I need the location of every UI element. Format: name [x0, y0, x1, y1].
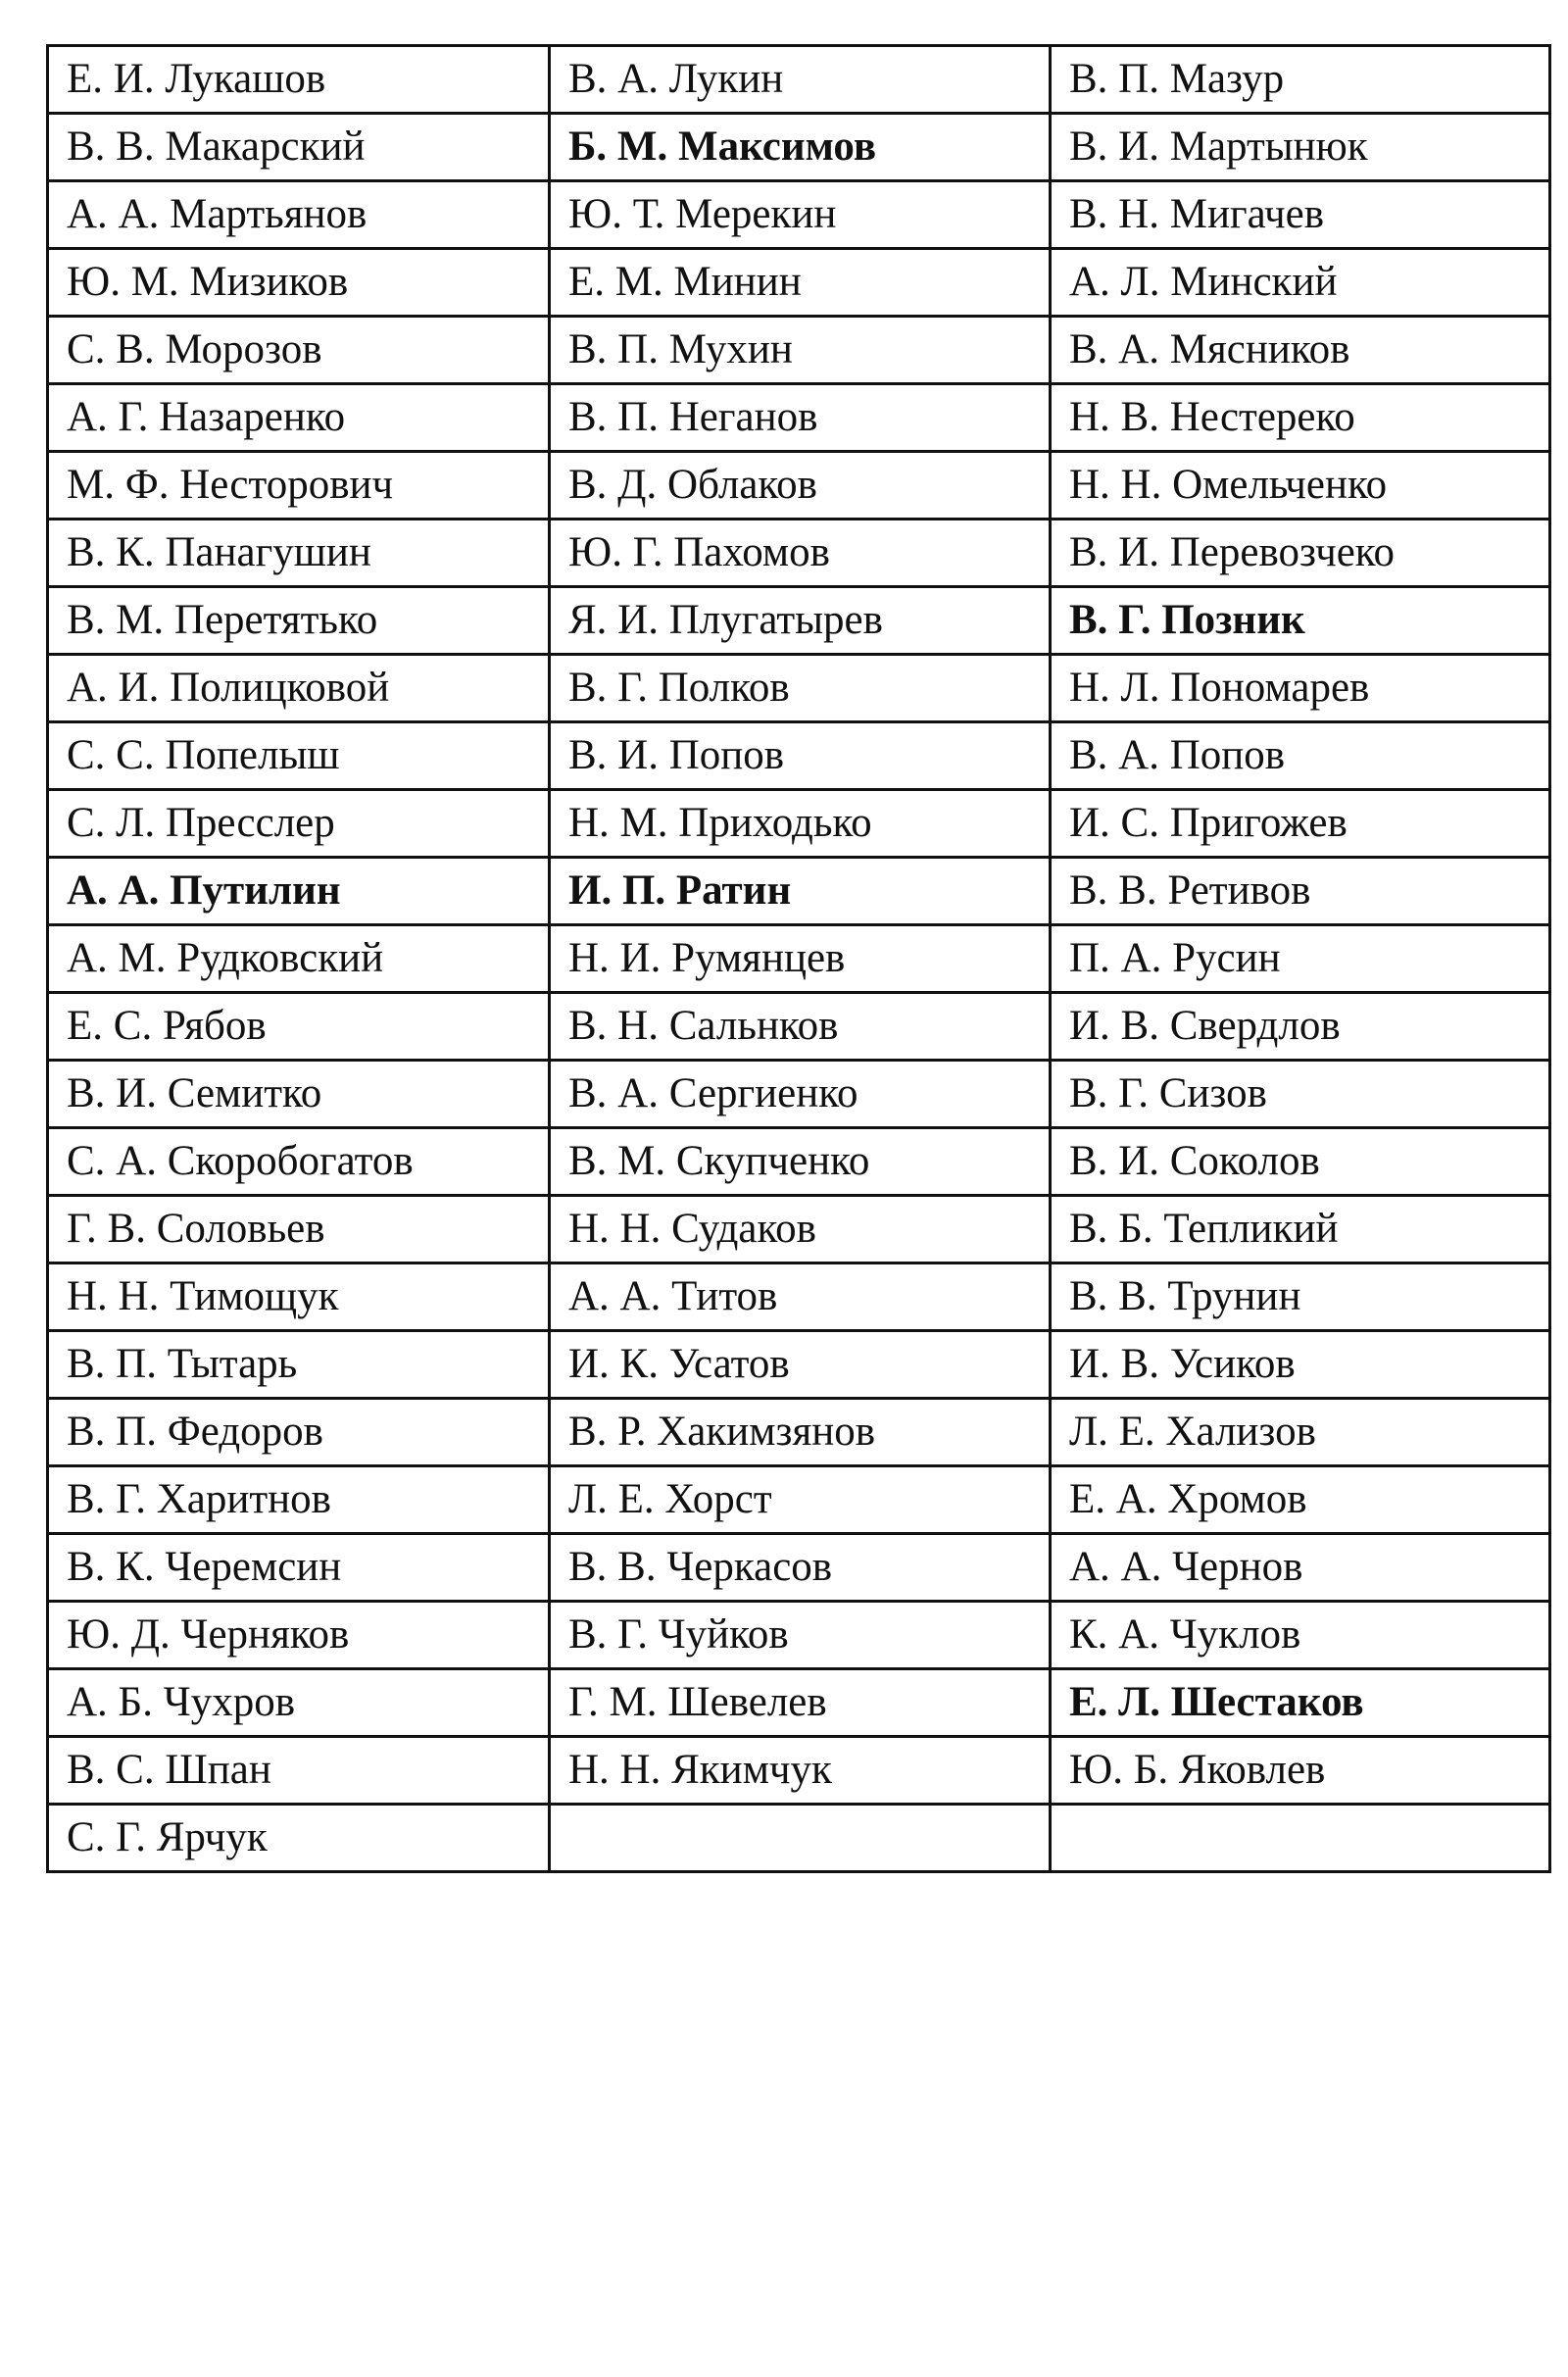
name-cell: В. А. Попов	[1051, 722, 1550, 790]
name-cell: А. А. Путилин	[48, 858, 550, 925]
table-row	[48, 1331, 1550, 1399]
name-cell: В. Н. Мигачев	[1051, 181, 1550, 249]
name-cell: В. А. Лукин	[550, 46, 1051, 114]
name-cell: Е. С. Рябов	[48, 993, 550, 1061]
name-cell	[550, 1805, 1051, 1872]
name-cell: Г. М. Шевелев	[550, 1669, 1051, 1737]
name-cell: В. В. Трунин	[1051, 1263, 1550, 1331]
table-row	[48, 925, 1550, 993]
name-cell: С. В. Морозов	[48, 317, 550, 384]
table-row	[48, 790, 1550, 858]
table-row	[48, 1128, 1550, 1196]
name-cell: И. К. Усатов	[550, 1331, 1051, 1399]
table-row	[48, 249, 1550, 317]
name-cell: В. К. Панагушин	[48, 520, 550, 587]
table-row	[48, 1602, 1550, 1669]
name-cell: Н. Н. Тимощук	[48, 1263, 550, 1331]
name-cell: В. С. Шпан	[48, 1737, 550, 1805]
name-cell: В. П. Мазур	[1051, 46, 1550, 114]
name-cell: В. В. Макарский	[48, 114, 550, 181]
name-cell: С. А. Скоробогатов	[48, 1128, 550, 1196]
name-cell: В. П. Неганов	[550, 384, 1051, 452]
name-cell: В. К. Черемсин	[48, 1534, 550, 1602]
name-cell: В. Н. Сальнков	[550, 993, 1051, 1061]
name-cell: В. Г. Чуйков	[550, 1602, 1051, 1669]
name-cell: В. В. Ретивов	[1051, 858, 1550, 925]
name-cell: Н. Н. Якимчук	[550, 1737, 1051, 1805]
name-cell: Ю. Б. Яковлев	[1051, 1737, 1550, 1805]
name-cell: В. Д. Облаков	[550, 452, 1051, 520]
name-cell: Е. М. Минин	[550, 249, 1051, 317]
name-cell: А. А. Титов	[550, 1263, 1051, 1331]
name-cell: И. В. Усиков	[1051, 1331, 1550, 1399]
table-row	[48, 993, 1550, 1061]
name-cell: Ю. М. Мизиков	[48, 249, 550, 317]
name-cell: Ю. Т. Мерекин	[550, 181, 1051, 249]
name-cell: В. Р. Хакимзянов	[550, 1399, 1051, 1466]
name-cell: В. В. Черкасов	[550, 1534, 1051, 1602]
table-row	[48, 1196, 1550, 1263]
name-cell: Н. Л. Пономарев	[1051, 655, 1550, 722]
table-row	[48, 1805, 1550, 1872]
names-table	[46, 44, 1551, 1873]
name-cell: В. И. Соколов	[1051, 1128, 1550, 1196]
table-row	[48, 452, 1550, 520]
table-row	[48, 181, 1550, 249]
name-cell: В. Г. Позник	[1051, 587, 1550, 655]
table-row	[48, 1061, 1550, 1128]
name-cell: В. И. Семитко	[48, 1061, 550, 1128]
name-cell: И. П. Ратин	[550, 858, 1051, 925]
name-cell: В. М. Скупченко	[550, 1128, 1051, 1196]
name-cell: А. Л. Минский	[1051, 249, 1550, 317]
table-row	[48, 1399, 1550, 1466]
name-cell: Е. А. Хромов	[1051, 1466, 1550, 1534]
name-cell: Ю. Г. Пахомов	[550, 520, 1051, 587]
name-cell: Е. Л. Шестаков	[1051, 1669, 1550, 1737]
name-cell: Г. В. Соловьев	[48, 1196, 550, 1263]
table-row	[48, 317, 1550, 384]
name-cell: С. Г. Ярчук	[48, 1805, 550, 1872]
name-cell: В. И. Перевозчеко	[1051, 520, 1550, 587]
name-cell: Н. Н. Судаков	[550, 1196, 1051, 1263]
name-cell: В. А. Мясников	[1051, 317, 1550, 384]
name-cell: Б. М. Максимов	[550, 114, 1051, 181]
name-cell: И. С. Пригожев	[1051, 790, 1550, 858]
table-row	[48, 858, 1550, 925]
name-cell: А. Г. Назаренко	[48, 384, 550, 452]
table-row	[48, 722, 1550, 790]
name-cell: Е. И. Лукашов	[48, 46, 550, 114]
table-row	[48, 587, 1550, 655]
table-row	[48, 1669, 1550, 1737]
name-cell: Я. И. Плугатырев	[550, 587, 1051, 655]
name-cell: В. Г. Сизов	[1051, 1061, 1550, 1128]
table-row	[48, 114, 1550, 181]
name-cell: Н. В. Нестереко	[1051, 384, 1550, 452]
table-row	[48, 520, 1550, 587]
name-cell: В. П. Мухин	[550, 317, 1051, 384]
name-cell: А. М. Рудковский	[48, 925, 550, 993]
name-cell: Л. Е. Хализов	[1051, 1399, 1550, 1466]
table-row	[48, 1466, 1550, 1534]
name-cell: А. А. Мартьянов	[48, 181, 550, 249]
table-row	[48, 1534, 1550, 1602]
name-cell: Ю. Д. Черняков	[48, 1602, 550, 1669]
name-cell: Н. И. Румянцев	[550, 925, 1051, 993]
name-cell: А. И. Полицковой	[48, 655, 550, 722]
name-cell: В. И. Мартынюк	[1051, 114, 1550, 181]
name-cell: И. В. Свердлов	[1051, 993, 1550, 1061]
name-cell: Н. Н. Омельченко	[1051, 452, 1550, 520]
name-cell	[1051, 1805, 1550, 1872]
name-cell: А. Б. Чухров	[48, 1669, 550, 1737]
name-cell: Л. Е. Хорст	[550, 1466, 1051, 1534]
name-cell: В. А. Сергиенко	[550, 1061, 1051, 1128]
table-row	[48, 1263, 1550, 1331]
name-cell: К. А. Чуклов	[1051, 1602, 1550, 1669]
name-cell: П. А. Русин	[1051, 925, 1550, 993]
name-cell: В. П. Федоров	[48, 1399, 550, 1466]
name-cell: В. Б. Тепликий	[1051, 1196, 1550, 1263]
table-row	[48, 46, 1550, 114]
name-cell: С. С. Попелыш	[48, 722, 550, 790]
name-cell: В. Г. Полков	[550, 655, 1051, 722]
name-cell: В. П. Тытарь	[48, 1331, 550, 1399]
table-row	[48, 384, 1550, 452]
name-cell: В. Г. Харитнов	[48, 1466, 550, 1534]
names-table-body	[48, 46, 1550, 1872]
table-row	[48, 1737, 1550, 1805]
name-cell: М. Ф. Несторович	[48, 452, 550, 520]
name-cell: Н. М. Приходько	[550, 790, 1051, 858]
name-list-sheet	[46, 44, 1548, 1873]
table-row	[48, 655, 1550, 722]
name-cell: В. М. Перетятько	[48, 587, 550, 655]
name-cell: А. А. Чернов	[1051, 1534, 1550, 1602]
name-cell: С. Л. Пресслер	[48, 790, 550, 858]
name-cell: В. И. Попов	[550, 722, 1051, 790]
